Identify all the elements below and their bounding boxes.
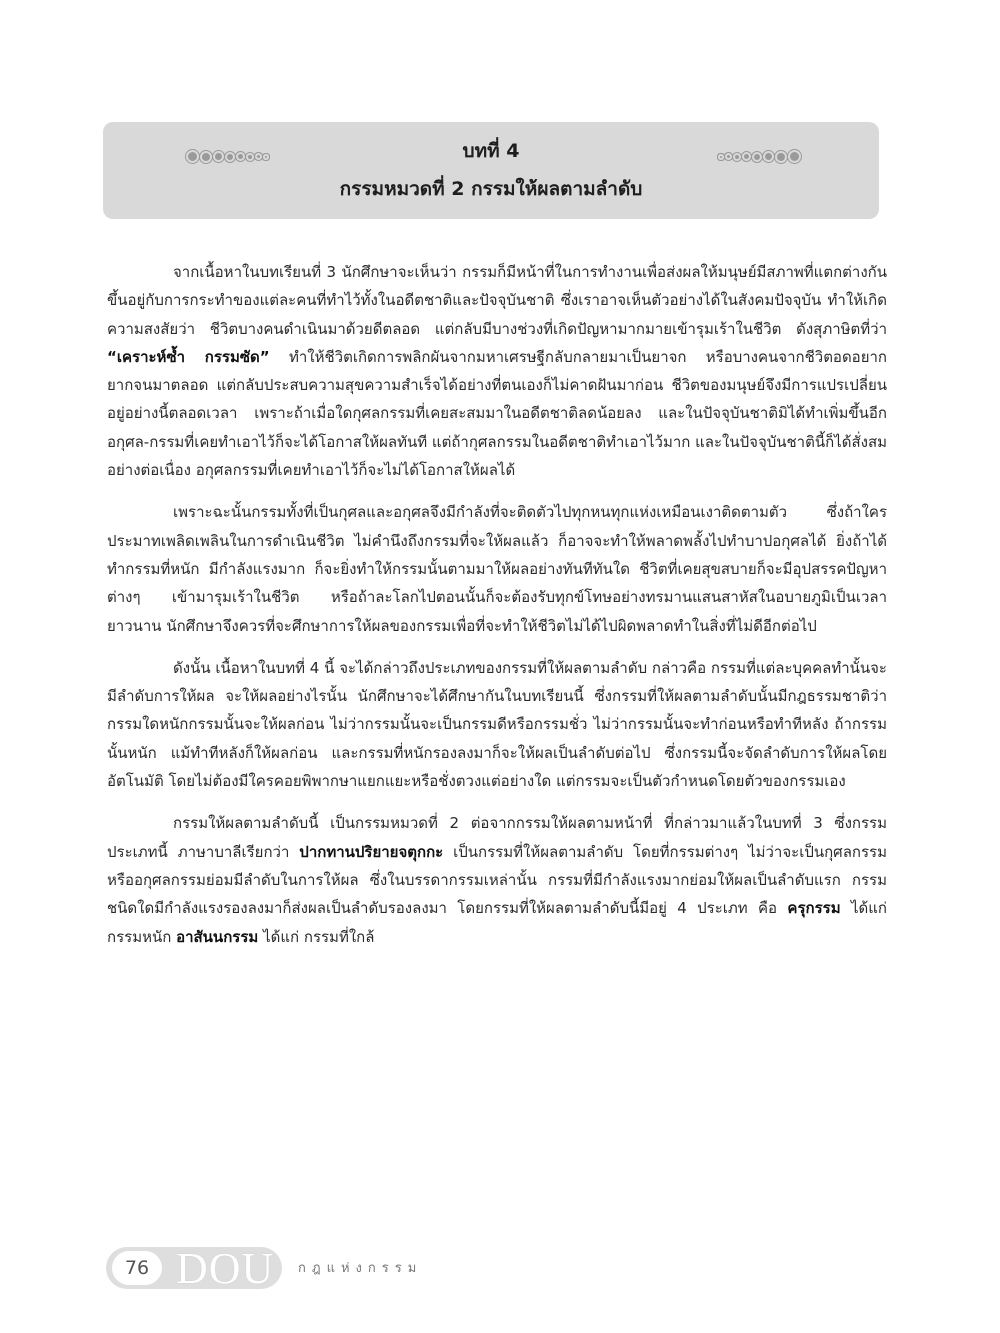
chapter-header [103, 122, 879, 219]
body-text [107, 258, 887, 965]
page-badge [106, 1244, 282, 1293]
page-number: 76 [112, 1251, 162, 1285]
book-title: กฎแห่งกรรม [298, 1261, 423, 1276]
quote-proverb: “เคราะห์ซ้ำ กรรมซัด” [107, 347, 270, 366]
paragraph-2: เพราะฉะนั้นกรรมทั้งที่เป็นกุศลและอกุศลจึงมีกำลังที่จะติดตัวไปทุกหนทุกแห่งเหมือนเงาติดตามตัว ซึ่งถ้าใครประมาทเพลิดเพลินในการดำเนินชีวิต ไม่คำนึงถึงกรรมที่จะให้ผลแล้ว ก็อาจจะทำให้พลาดพลั้งไปทำบาปอกุศลได้ ยิ่งถ้าได้ทำกรรมที่หนัก มีกำลังแรงมาก ก็จะยิ่งทำให้กรรมนั้นตามมาให้ผลอย่างทันทีทันใด ชีวิตที่เคยสุขสบายก็จะมีอุปสรรคปัญหาต่างๆ เข้ามารุมเร้าในชีวิต หรือถ้าละโลกไปตอนนั้นก็จะต้องรับทุกข์โทษอย่างทรมานแสนสาหัสในอบายภูมิเป็นเวลายาวนาน นักศึกษาจึงควรที่จะศึกษาการให้ผลของกรรมเพื่อที่จะทำให้ชีวิตไม่ได้ไปผิดพลาดทำในสิ่งที่ไม่ดีอีกต่อไป [107, 503, 887, 635]
term-asanna: อาสันนกรรม [176, 927, 259, 946]
decorative-dots-right [720, 152, 799, 161]
paragraph-3: ดังนั้น เนื้อหาในบทที่ 4 นี้ จะได้กล่าวถึงประเภทของกรรมที่ให้ผลตามลำดับ กล่าวคือ กรรมที่แต่ละบุคคลทำนั้นจะมีลำดับการให้ผล จะให้ผลอย่างไรนั้น นักศึกษาจะได้ศึกษากันในบทเรียนนี้ ซึ่งกรรมที่ให้ผลตามลำดับนั้นมีกฎธรรมชาติว่า กรรมใดหนักกรรมนั้นจะให้ผลก่อน ไม่ว่ากรรมนั้นจะเป็นกรรมดีหรือกรรมชั่ว ไม่ว่ากรรมนั้นจะทำก่อนหรือทำทีหลัง ถ้ากรรมนั้นหนัก แม้ทำทีหลังก็ให้ผลก่อน และกรรมที่หนักรองลงมาก็จะให้ผลเป็นลำดับต่อไป ซึ่งกรรมนี้จะจัดลำดับการให้ผลโดยอัตโนมัติ โดยไม่ต้องมีใครคอยพิพากษาแยกแยะหรือชั่งตวงแต่อย่างใด แต่กรรมจะเป็นตัวกำหนดโดยตัวของกรรมเอง [107, 658, 887, 791]
term-pali: ปากทานปริยายจตุกกะ [299, 842, 444, 861]
chapter-number: บทที่ 4 [462, 140, 520, 162]
paragraph-1: จากเนื้อหาในบทเรียนที่ 3 นักศึกษาจะเห็นว่า กรรมก็มีหน้าที่ในการทำงานเพื่อส่งผลให้มนุษย์มีสภาพที่แตกต่างกัน ขึ้นอยู่กับการกระทำของแต่ละคนที่ทำไว้ทั้งในอดีตชาติและปัจจุบันชาติ ซึ่งเราอาจเห็นตัวอย่างได้ในสังคมปัจจุบัน ทำให้เกิดความสงสัยว่า ชีวิตบางคนดำเนินมาด้วยดีตลอด แต่กลับมีบางช่วงที่เกิดปัญหามากมายเข้ารุมเร้าในชีวิต ดังสุภาษิตที่ว่า “เคราะห์ซ้ำ กรรมซัด” ทำให้ชีวิตเกิดการพลิกผันจากมหาเศรษฐีกลับกลายมาเป็นยาจก หรือบางคนจากชีวิตอดอยากยากจนมาตลอด แต่กลับประสบความสุขความสำเร็จได้อย่างที่ตนเองก็ไม่คาดฝันมาก่อน ชีวิตของมนุษย์จึงมีการแปรเปลี่ยนอยู่อย่างนี้ตลอดเวลา เพราะถ้าเมื่อใดกุศลกรรมที่เคยสะสมมาในอดีตชาติลดน้อยลง และในปัจจุบันชาติมิได้ทำเพิ่มขึ้นอีก อกุศล-กรรมที่เคยทำเอาไว้ก็จะได้โอกาสให้ผลทันที แต่ถ้ากุศลกรรมในอดีตชาติทำเอาไว้มาก และในปัจจุบันชาตินี้ก็ได้สั่งสมอย่างต่อเนื่อง อกุศลกรรมที่เคยทำเอาไว้ก็จะไม่ได้โอกาสให้ผลได้ [107, 263, 887, 480]
dou-logo: DOU [176, 1244, 275, 1293]
chapter-title: กรรมหมวดที่ 2 กรรมให้ผลตามลำดับ [339, 178, 643, 200]
term-garuka: ครุกรรม [787, 899, 841, 918]
paragraph-4: กรรมให้ผลตามลำดับนี้ เป็นกรรมหมวดที่ 2 ต่อจากกรรมให้ผลตามหน้าที่ ที่กล่าวมาแล้วในบทที่ 3 ซึ่งกรรมประเภทนี้ ภาษาบาลีเรียกว่า ปากทานปริยายจตุกกะ เป็นกรรมที่ให้ผลตามลำดับ โดยที่กรรมต่างๆ ไม่ว่าจะเป็นกุศลกรรมหรืออกุศลกรรมย่อมมีลำดับในการให้ผล ซึ่งในบรรดากรรมเหล่านั้น กรรมที่มีกำลังแรงมากย่อมให้ผลเป็นลำดับแรก กรรมชนิดใดมีกำลังแรงรองลงมาก็ส่งผลเป็นลำดับรองลงมา โดยกรรมที่ให้ผลตามลำดับนี้มีอยู่ 4 ประเภท คือ ครุกรรม ได้แก่ กรรมหนัก อาสันนกรรม ได้แก่ กรรมที่ใกล้ [107, 814, 887, 946]
